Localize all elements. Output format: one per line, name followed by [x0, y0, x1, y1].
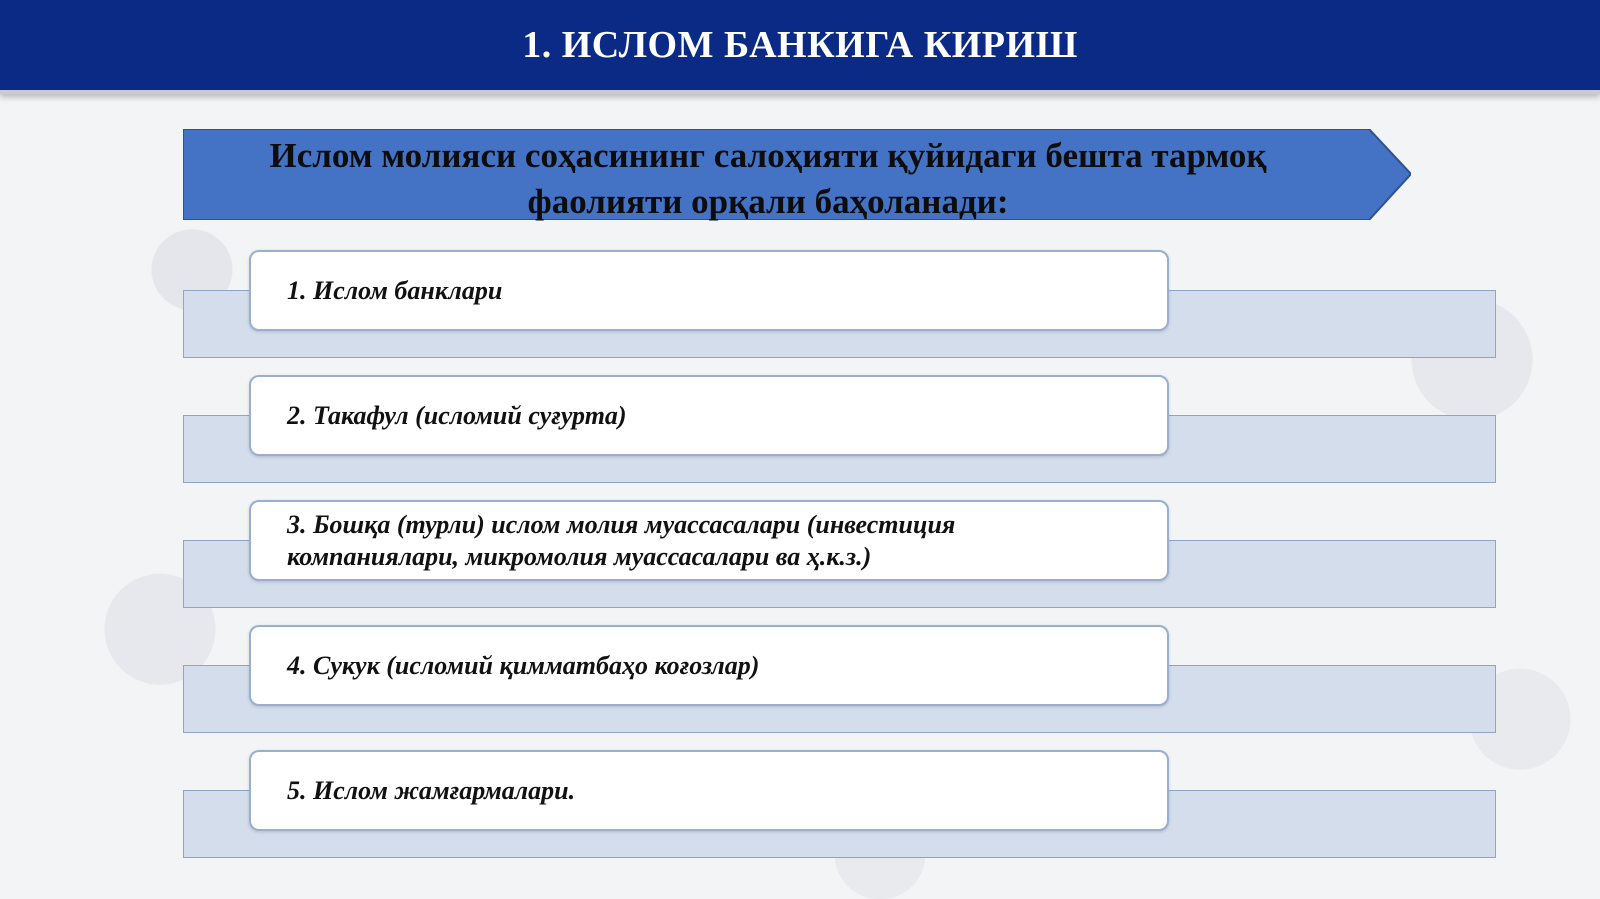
- list-item: [183, 250, 1497, 360]
- list-item-label: 3. Бошқа (турли) ислом молия муассасалари (инвестиция компаниялари, микромолия муассасалари ва ҳ.к.з.): [287, 509, 956, 571]
- list-item: [183, 375, 1497, 485]
- list-item-label: 2. Такафул (исломий суғурта): [287, 400, 627, 430]
- banner-arrow: [183, 129, 1411, 220]
- list-item-card: [249, 750, 1169, 831]
- list-item-label: 1. Ислом банклари: [287, 275, 503, 305]
- list-item: [183, 750, 1497, 860]
- list-item-label: 4. Сукук (исломий қимматбаҳо коғозлар): [287, 650, 760, 680]
- list-item: [183, 500, 1497, 610]
- list-item-card: [249, 250, 1169, 331]
- page-title: 1. ИСЛОМ БАНКИГА КИРИШ: [522, 24, 1078, 66]
- list-item-card: [249, 625, 1169, 706]
- list-item-label: 5. Ислом жамғармалари.: [287, 775, 576, 805]
- list-item-card: [249, 375, 1169, 456]
- list-item-card: [249, 500, 1169, 581]
- header-bar: [0, 0, 1600, 94]
- list-item: [183, 625, 1497, 735]
- banner-text: Ислом молияси соҳасининг салоҳияти қуйидаги бешта тармоқ фаолияти орқали баҳоланади:: [269, 136, 1267, 221]
